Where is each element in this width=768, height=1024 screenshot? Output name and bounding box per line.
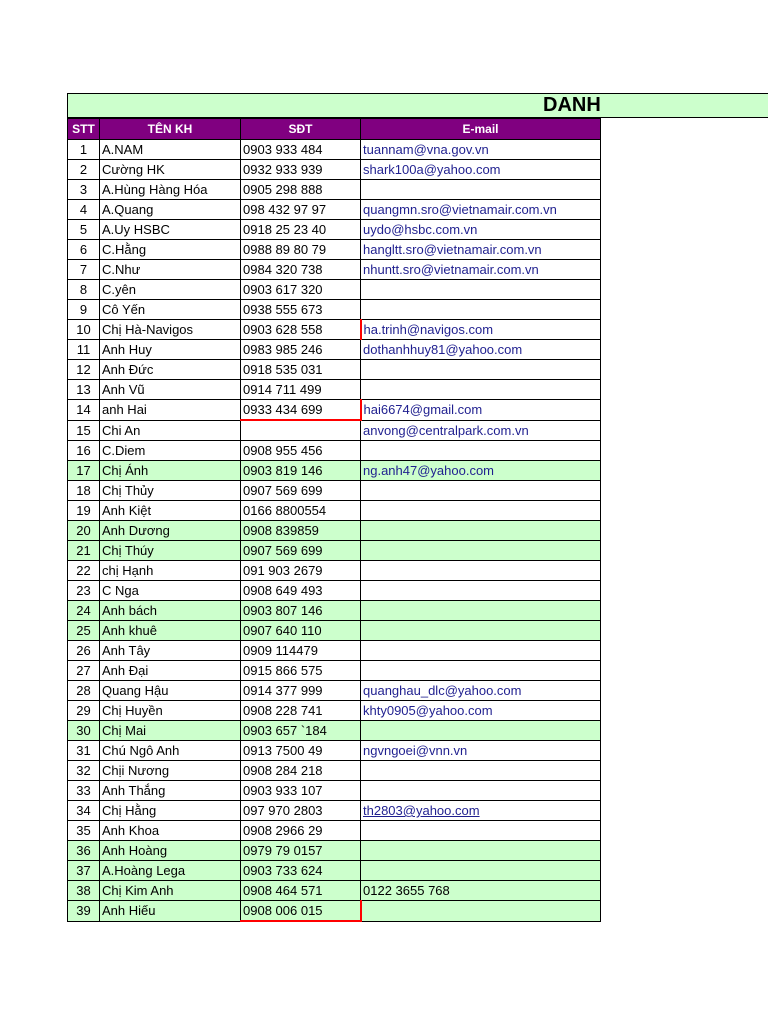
cell-email[interactable]: [361, 380, 601, 400]
cell-email[interactable]: khty0905@yahoo.com: [361, 701, 601, 721]
cell-email[interactable]: uydo@hsbc.com.vn: [361, 220, 601, 240]
cell-name[interactable]: chị Hạnh: [100, 561, 241, 581]
cell-stt[interactable]: 12: [68, 360, 100, 380]
cell-phone[interactable]: 0908 228 741: [241, 701, 361, 721]
cell-name[interactable]: A.Quang: [100, 200, 241, 220]
cell-name[interactable]: C.yên: [100, 280, 241, 300]
cell-phone[interactable]: 0938 555 673: [241, 300, 361, 320]
table-row: [68, 861, 601, 881]
table-row: [68, 240, 601, 260]
cell-stt[interactable]: 35: [68, 821, 100, 841]
cell-email[interactable]: th2803@yahoo.com: [361, 801, 601, 821]
cell-phone[interactable]: 0915 866 575: [241, 661, 361, 681]
cell-name[interactable]: Chị Thúy: [100, 541, 241, 561]
cell-stt[interactable]: 14: [68, 400, 100, 421]
cell-stt[interactable]: 4: [68, 200, 100, 220]
table-row: [68, 901, 601, 922]
cell-email[interactable]: [361, 601, 601, 621]
cell-email[interactable]: [361, 541, 601, 561]
cell-email[interactable]: [361, 360, 601, 380]
cell-phone[interactable]: 0909 114479: [241, 641, 361, 661]
cell-phone[interactable]: 0908 006 015: [241, 901, 361, 922]
cell-name[interactable]: Cô Yến: [100, 300, 241, 320]
cell-name[interactable]: Chị Mai: [100, 721, 241, 741]
cell-name[interactable]: Chị Kim Anh: [100, 881, 241, 901]
table-row: [68, 441, 601, 461]
table-row: [68, 160, 601, 180]
cell-name[interactable]: Chị Huyền: [100, 701, 241, 721]
cell-stt[interactable]: 34: [68, 801, 100, 821]
customer-table: [67, 118, 601, 922]
table-row: [68, 501, 601, 521]
cell-name[interactable]: Cường HK: [100, 160, 241, 180]
table-row: [68, 581, 601, 601]
cell-name[interactable]: Anh Hiếu: [100, 901, 241, 922]
cell-email[interactable]: [361, 841, 601, 861]
cell-name[interactable]: C.Hằng: [100, 240, 241, 260]
cell-name[interactable]: Anh bách: [100, 601, 241, 621]
cell-phone[interactable]: 0979 79 0157: [241, 841, 361, 861]
cell-name[interactable]: Anh Kiệt: [100, 501, 241, 521]
cell-stt[interactable]: 2: [68, 160, 100, 180]
table-row: [68, 801, 601, 821]
cell-stt[interactable]: 18: [68, 481, 100, 501]
table-row: [68, 521, 601, 541]
cell-phone[interactable]: 0905 298 888: [241, 180, 361, 200]
cell-name[interactable]: Anh Khoa: [100, 821, 241, 841]
cell-email[interactable]: [361, 661, 601, 681]
cell-email[interactable]: ha.trinh@navigos.com: [361, 320, 601, 340]
cell-phone[interactable]: 0918 25 23 40: [241, 220, 361, 240]
cell-stt[interactable]: 24: [68, 601, 100, 621]
cell-phone[interactable]: 0903 933 107: [241, 781, 361, 801]
cell-name[interactable]: Quang Hậu: [100, 681, 241, 701]
cell-phone[interactable]: 0166 8800554: [241, 501, 361, 521]
cell-phone[interactable]: 0908 649 493: [241, 581, 361, 601]
cell-email[interactable]: [361, 481, 601, 501]
cell-name[interactable]: Anh khuê: [100, 621, 241, 641]
cell-email[interactable]: [361, 441, 601, 461]
cell-email[interactable]: ngvngoei@vnn.vn: [361, 741, 601, 761]
cell-phone[interactable]: 0903 657 `184: [241, 721, 361, 741]
cell-phone[interactable]: 0903 733 624: [241, 861, 361, 881]
cell-email[interactable]: tuannam@vna.gov.vn: [361, 140, 601, 160]
cell-phone[interactable]: 0903 807 146: [241, 601, 361, 621]
cell-name[interactable]: C.Diem: [100, 441, 241, 461]
table-row: [68, 320, 601, 340]
cell-stt[interactable]: 6: [68, 240, 100, 260]
cell-phone[interactable]: 0907 569 699: [241, 541, 361, 561]
cell-name[interactable]: C.Như: [100, 260, 241, 280]
cell-email[interactable]: nhuntt.sro@vietnamair.com.vn: [361, 260, 601, 280]
table-row: [68, 140, 601, 160]
cell-stt[interactable]: 13: [68, 380, 100, 400]
cell-email[interactable]: shark100a@yahoo.com: [361, 160, 601, 180]
cell-phone[interactable]: 0913 7500 49: [241, 741, 361, 761]
cell-email[interactable]: [361, 561, 601, 581]
table-row: [68, 681, 601, 701]
cell-phone[interactable]: 0914 377 999: [241, 681, 361, 701]
cell-phone[interactable]: 0932 933 939: [241, 160, 361, 180]
table-row: [68, 360, 601, 380]
header-name[interactable]: TÊN KH: [100, 119, 241, 140]
cell-name[interactable]: Anh Hoàng: [100, 841, 241, 861]
table-row: [68, 741, 601, 761]
cell-stt[interactable]: 15: [68, 420, 100, 441]
table-row: [68, 200, 601, 220]
cell-phone[interactable]: 0918 535 031: [241, 360, 361, 380]
cell-name[interactable]: Anh Tây: [100, 641, 241, 661]
cell-name[interactable]: anh Hai: [100, 400, 241, 421]
cell-stt[interactable]: 26: [68, 641, 100, 661]
cell-phone[interactable]: 0903 628 558: [241, 320, 361, 340]
cell-stt[interactable]: 11: [68, 340, 100, 360]
cell-stt[interactable]: 29: [68, 701, 100, 721]
cell-email[interactable]: [361, 621, 601, 641]
cell-stt[interactable]: 22: [68, 561, 100, 581]
table-row: [68, 621, 601, 641]
header-phone[interactable]: SĐT: [241, 119, 361, 140]
cell-email[interactable]: [361, 861, 601, 881]
cell-name[interactable]: A.Hùng Hàng Hóa: [100, 180, 241, 200]
table-row: [68, 461, 601, 481]
table-row: [68, 661, 601, 681]
cell-name[interactable]: Anh Vũ: [100, 380, 241, 400]
table-row: [68, 180, 601, 200]
cell-email[interactable]: [361, 641, 601, 661]
cell-email[interactable]: [361, 581, 601, 601]
cell-name[interactable]: Anh Thắng: [100, 781, 241, 801]
cell-phone[interactable]: 0933 434 699: [241, 400, 361, 421]
cell-email[interactable]: [361, 180, 601, 200]
cell-email[interactable]: [361, 721, 601, 741]
cell-name[interactable]: Chị Thủy: [100, 481, 241, 501]
cell-email[interactable]: ng.anh47@yahoo.com: [361, 461, 601, 481]
cell-stt[interactable]: 28: [68, 681, 100, 701]
cell-phone[interactable]: 0908 839859: [241, 521, 361, 541]
cell-stt[interactable]: 5: [68, 220, 100, 240]
table-row: [68, 881, 601, 901]
cell-stt[interactable]: 33: [68, 781, 100, 801]
cell-phone[interactable]: 0903 933 484: [241, 140, 361, 160]
cell-phone[interactable]: 098 432 97 97: [241, 200, 361, 220]
cell-email[interactable]: dothanhhuy81@yahoo.com: [361, 340, 601, 360]
cell-phone[interactable]: 0907 569 699: [241, 481, 361, 501]
table-row: [68, 481, 601, 501]
cell-stt[interactable]: 38: [68, 881, 100, 901]
cell-name[interactable]: Anh Dương: [100, 521, 241, 541]
cell-email[interactable]: quanghau_dlc@yahoo.com: [361, 681, 601, 701]
cell-name[interactable]: Chi An: [100, 420, 241, 441]
cell-name[interactable]: Anh Huy: [100, 340, 241, 360]
cell-stt[interactable]: 16: [68, 441, 100, 461]
table-row: [68, 761, 601, 781]
cell-phone[interactable]: 0908 2966 29: [241, 821, 361, 841]
cell-name[interactable]: A.Hoàng Lega: [100, 861, 241, 881]
cell-stt[interactable]: 25: [68, 621, 100, 641]
table-row: [68, 841, 601, 861]
cell-stt[interactable]: 39: [68, 901, 100, 922]
cell-phone[interactable]: 0908 464 571: [241, 881, 361, 901]
cell-email[interactable]: hai6674@gmail.com: [361, 400, 601, 421]
cell-name[interactable]: Anh Đại: [100, 661, 241, 681]
cell-phone[interactable]: 0988 89 80 79: [241, 240, 361, 260]
table-row: [68, 701, 601, 721]
cell-stt[interactable]: 17: [68, 461, 100, 481]
cell-phone[interactable]: 0983 985 246: [241, 340, 361, 360]
table-row: [68, 821, 601, 841]
cell-stt[interactable]: 8: [68, 280, 100, 300]
cell-email[interactable]: 0122 3655 768: [361, 881, 601, 901]
table-row: [68, 641, 601, 661]
header-email[interactable]: E-mail: [361, 119, 601, 140]
table-row: [68, 380, 601, 400]
cell-stt[interactable]: 37: [68, 861, 100, 881]
cell-name[interactable]: Chú Ngô Anh: [100, 741, 241, 761]
cell-stt[interactable]: 9: [68, 300, 100, 320]
cell-phone[interactable]: 0914 711 499: [241, 380, 361, 400]
cell-email[interactable]: [361, 761, 601, 781]
cell-phone[interactable]: 0903 617 320: [241, 280, 361, 300]
cell-email[interactable]: [361, 781, 601, 801]
table-row: [68, 541, 601, 561]
table-row: [68, 561, 601, 581]
cell-stt[interactable]: 7: [68, 260, 100, 280]
table-row: [68, 420, 601, 441]
table-row: [68, 721, 601, 741]
table-row: [68, 601, 601, 621]
table-row: [68, 340, 601, 360]
cell-phone[interactable]: 0984 320 738: [241, 260, 361, 280]
cell-name[interactable]: Chị Hà-Navigos: [100, 320, 241, 340]
cell-name[interactable]: Chịi Nương: [100, 761, 241, 781]
table-row: [68, 300, 601, 320]
cell-phone[interactable]: 0903 819 146: [241, 461, 361, 481]
table-row: [68, 260, 601, 280]
cell-stt[interactable]: 32: [68, 761, 100, 781]
cell-name[interactable]: Anh Đức: [100, 360, 241, 380]
cell-stt[interactable]: 31: [68, 741, 100, 761]
cell-email[interactable]: hangltt.sro@vietnamair.com.vn: [361, 240, 601, 260]
cell-stt[interactable]: 10: [68, 320, 100, 340]
table-row: [68, 280, 601, 300]
cell-phone[interactable]: 0908 284 218: [241, 761, 361, 781]
cell-email[interactable]: quangmn.sro@vietnamair.com.vn: [361, 200, 601, 220]
cell-stt[interactable]: 1: [68, 140, 100, 160]
cell-phone[interactable]: 0907 640 110: [241, 621, 361, 641]
cell-email[interactable]: [361, 521, 601, 541]
cell-phone[interactable]: 097 970 2803: [241, 801, 361, 821]
cell-name[interactable]: Chị Hằng: [100, 801, 241, 821]
cell-stt[interactable]: 27: [68, 661, 100, 681]
cell-email[interactable]: [361, 300, 601, 320]
cell-email[interactable]: [361, 501, 601, 521]
table-row: [68, 220, 601, 240]
title-band: [67, 93, 768, 118]
cell-email[interactable]: anvong@centralpark.com.vn: [361, 420, 601, 441]
cell-name[interactable]: C Nga: [100, 581, 241, 601]
table-row: [68, 781, 601, 801]
sheet-title: DANH: [543, 94, 601, 116]
cell-name[interactable]: A.Uy HSBC: [100, 220, 241, 240]
cell-stt[interactable]: 21: [68, 541, 100, 561]
cell-stt[interactable]: 19: [68, 501, 100, 521]
header-row: [68, 119, 601, 140]
cell-phone[interactable]: 0908 955 456: [241, 441, 361, 461]
table-row: [68, 400, 601, 421]
cell-stt[interactable]: 36: [68, 841, 100, 861]
cell-email[interactable]: [361, 280, 601, 300]
cell-email[interactable]: [361, 901, 601, 922]
cell-phone[interactable]: 091 903 2679: [241, 561, 361, 581]
cell-phone[interactable]: [241, 420, 361, 441]
header-stt[interactable]: STT: [68, 119, 100, 140]
cell-stt[interactable]: 30: [68, 721, 100, 741]
cell-email[interactable]: [361, 821, 601, 841]
cell-name[interactable]: A.NAM: [100, 140, 241, 160]
cell-stt[interactable]: 20: [68, 521, 100, 541]
cell-name[interactable]: Chị Ánh: [100, 461, 241, 481]
cell-stt[interactable]: 23: [68, 581, 100, 601]
cell-stt[interactable]: 3: [68, 180, 100, 200]
